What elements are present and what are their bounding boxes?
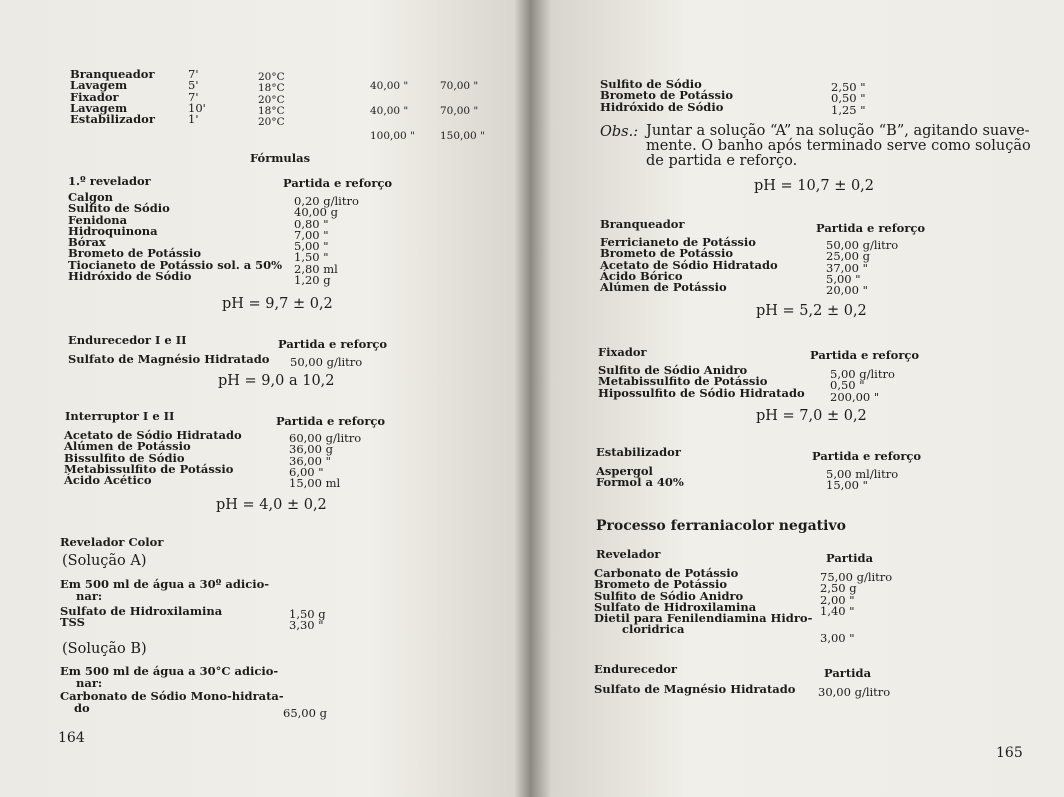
process-title: Processo ferraniacolor negativo <box>596 518 846 534</box>
ingredient-list: Carbonato de Potássio Brometo de Potássio Sulfito de Sódio Anidro Sulfato de Hidroxilamina Dietil para Fenilendiamina Hidro- cloridrica <box>594 566 813 637</box>
ingredient: Carbonato de Sódio Mono-hidrata- <box>60 689 284 703</box>
ph-value: pH = 4,0 ± 0,2 <box>216 497 327 513</box>
section-title: Endurecedor <box>594 662 677 676</box>
solution-b-intro: Em 500 ml de água a 30°C adicio- <box>60 664 279 678</box>
column-header: Partida <box>824 666 872 680</box>
obs-label: Obs.: <box>600 124 639 140</box>
schedule-temps: 20°C 18°C 20°C 18°C 20°C <box>258 71 285 129</box>
quantity: 65,00 g <box>283 706 327 720</box>
section-title: Endurecedor I e II <box>68 333 187 347</box>
ph-value: pH = 9,0 a 10,2 <box>218 373 335 389</box>
ingredient-cont: do <box>74 701 90 715</box>
quantity-list: 5,00 g/litro 0,50 " 200,00 " <box>830 367 895 404</box>
solution-b-title: (Solução B) <box>62 641 147 657</box>
quantity-list: 60,00 g/litro 36,00 g 36,00 " 6,00 " 15,00 ml <box>289 431 362 491</box>
ingredient: Sulfato de Magnésio Hidratado <box>68 352 270 366</box>
formulas-title: Fórmulas <box>250 151 311 165</box>
quantity-list: 5,00 ml/litro 15,00 " <box>826 467 899 493</box>
column-header: Partida e reforço <box>278 337 388 351</box>
schedule-names: Branqueador Lavagem Fixador Lavagem Estabilizador <box>70 67 155 127</box>
section-title: Revelador <box>596 547 661 561</box>
quantity: 30,00 g/litro <box>818 685 891 699</box>
schedule-times: 7' 5' 7' 10' 1' <box>188 67 206 127</box>
solution-b-intro-cont: nar: <box>76 676 103 690</box>
ingredient-list: Aspergol Formol a 40% <box>596 464 684 490</box>
quantity-list: 50,00 g/litro 25,00 g 37,00 " 5,00 " 20,00 " <box>826 238 899 298</box>
obs-text: Juntar a solução “A” na solução “B”, agitando suave- mente. O banho após terminado serve como solução de partida e reforço. <box>646 123 1031 169</box>
quantity-list: 0,20 g/litro 40,00 g 0,80 " 7,00 " 5,00 " 1,50 " 2,80 ml 1,20 g <box>294 194 359 288</box>
solution-a-intro: Em 500 ml de água a 30º adicio- <box>60 577 270 591</box>
ingredient-list: Sulfito de Sódio Brometo de Potássio Hidróxido de Sódio <box>600 77 734 114</box>
ph-value: pH = 5,2 ± 0,2 <box>756 303 867 319</box>
ingredient-list: Calgon Sulfito de Sódio Fenidona Hidroquinona Bórax Brometo de Potássio Tiocianeto de Potássio sol. a 50% Hidróxido de Sódio <box>68 190 283 284</box>
column-header: Partida e reforço <box>816 221 926 235</box>
ingredient-list: Ferricianeto de Potássio Brometo de Potássio Acetato de Sódio Hidratado Ácido Bórico Alúmen de Potássio <box>600 235 778 295</box>
right-page <box>530 0 1064 797</box>
quantity-list: 75,00 g/litro 2,50 g 2,00 " 1,40 " 3,00 " <box>820 570 893 646</box>
section-title: Revelador Color <box>60 535 164 549</box>
schedule-quantities-a: 40,00 " 40,00 " 100,00 " <box>370 80 415 142</box>
section-title: Branqueador <box>600 217 685 231</box>
page-number: 164 <box>58 730 85 746</box>
left-page <box>0 0 530 797</box>
schedule-quantities-b: 70,00 " 70,00 " 150,00 " <box>440 80 485 142</box>
ph-value: pH = 7,0 ± 0,2 <box>756 408 867 424</box>
ingredient-list: Sulfato de Hidroxilamina TSS <box>60 604 223 630</box>
quantity-list: 2,50 " 0,50 " 1,25 " <box>831 80 866 117</box>
column-header: Partida e reforço <box>276 414 386 428</box>
section-title: Estabilizador <box>596 445 681 459</box>
section-title: Fixador <box>598 345 647 359</box>
section-title: Interruptor I e II <box>65 409 175 423</box>
column-header: Partida e reforço <box>812 449 922 463</box>
quantity: 50,00 g/litro <box>290 355 363 369</box>
solution-a-title: (Solução A) <box>62 553 147 569</box>
page-number: 165 <box>996 745 1023 761</box>
ingredient: Sulfato de Magnésio Hidratado <box>594 682 796 696</box>
column-header: Partida e reforço <box>283 176 393 190</box>
ph-value: pH = 10,7 ± 0,2 <box>754 178 875 194</box>
solution-a-intro-cont: nar: <box>76 589 103 603</box>
ph-value: pH = 9,7 ± 0,2 <box>222 296 333 312</box>
column-header: Partida <box>826 551 874 565</box>
section-title: 1.º revelador <box>68 174 151 188</box>
quantity-list: 1,50 g 3,30 " <box>289 607 326 633</box>
column-header: Partida e reforço <box>810 348 920 362</box>
ingredient-list: Acetato de Sódio Hidratado Alúmen de Potássio Bissulfito de Sódio Metabissulfito de Potássio Ácido Acético <box>64 428 242 488</box>
ingredient-list: Sulfito de Sódio Anidro Metabissulfito de Potássio Hipossulfito de Sódio Hidratado <box>598 363 805 400</box>
